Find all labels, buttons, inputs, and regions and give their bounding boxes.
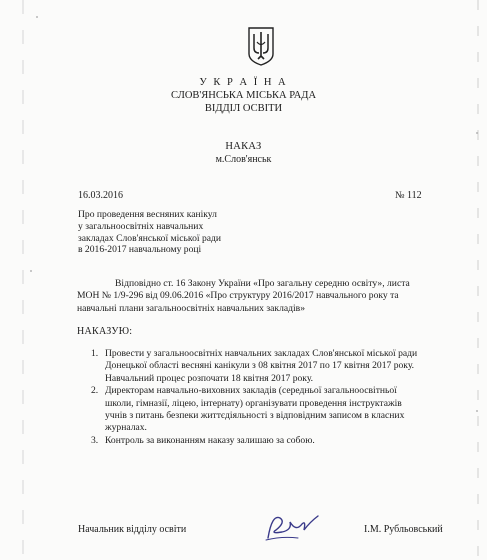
item-number: 2. (91, 385, 99, 397)
handwritten-signature (262, 508, 324, 544)
item-number: 1. (91, 348, 99, 359)
order-items-list (91, 348, 449, 447)
item-line: Провести у загальноосвітніх навчальних закладах Слов'янської міської ради (105, 348, 418, 359)
subject-line: в 2016-2017 навчальному році (78, 244, 202, 256)
item-line: Директорам навчально-виховних закладів (середньої загальноосвітньої (105, 385, 397, 397)
signature-role: Начальник відділу освіти (78, 524, 187, 535)
scan-speck (476, 132, 478, 134)
subject-line: Про проведення весняних канікул (78, 209, 217, 220)
council-heading: СЛОВ'ЯНСЬКА МІСЬКА РАДА (170, 90, 317, 101)
list-item (91, 348, 449, 385)
department-heading: ВІДДІЛ ОСВІТИ (204, 103, 283, 114)
document-number: № 112 (395, 190, 422, 201)
item-text (105, 435, 449, 447)
scan-speck (476, 410, 478, 412)
intro-line: навчальні плани загальноосвітніх навчальних закладів» (77, 302, 306, 314)
item-text (105, 348, 449, 385)
list-item (91, 385, 449, 435)
item-line: журналах. (105, 422, 147, 434)
intro-line: МОН № 1/9-296 від 09.06.2016 «Про структуру 2016/2017 навчального року та (77, 290, 399, 302)
trident-emblem-icon (247, 26, 275, 66)
document-city: м.Слов'янськ (215, 154, 272, 165)
item-number: 3. (91, 434, 99, 446)
signature-name: І.М. Рубльовський (364, 524, 443, 535)
document-subject (78, 209, 278, 256)
country-heading: У К Р А Ї Н А (199, 77, 288, 88)
item-line: школи, гімназії, ліцею, інтернату) організувати проведення інструктажів (105, 397, 402, 409)
order-heading: НАКАЗУЮ: (77, 326, 133, 337)
intro-line: Відповідно ст. 16 Закону України «Про загальну середню освіту», листа (115, 278, 410, 289)
document-title: НАКАЗ (225, 141, 262, 152)
document-date: 16.03.2016 (78, 190, 123, 201)
scan-speck (30, 270, 32, 272)
item-line: Донецької області весняні канікули з 08 квітня 2017 по 17 квітня 2017 року. (105, 360, 415, 372)
item-line: учнів з питань безпеки життєдіяльності з відповідним записом в класних (105, 410, 405, 422)
subject-line: закладах Слов'янської міської ради (78, 232, 222, 244)
scan-speck (36, 16, 38, 18)
intro-paragraph (77, 278, 443, 315)
subject-line: у загальноосвітніх навчальних (78, 220, 204, 232)
item-line: Навчальний процес розпочати 18 квітня 2017 року. (105, 372, 314, 384)
list-item (91, 435, 449, 447)
item-line: Контроль за виконанням наказу залишаю за собою. (105, 434, 315, 446)
item-text (105, 385, 449, 435)
